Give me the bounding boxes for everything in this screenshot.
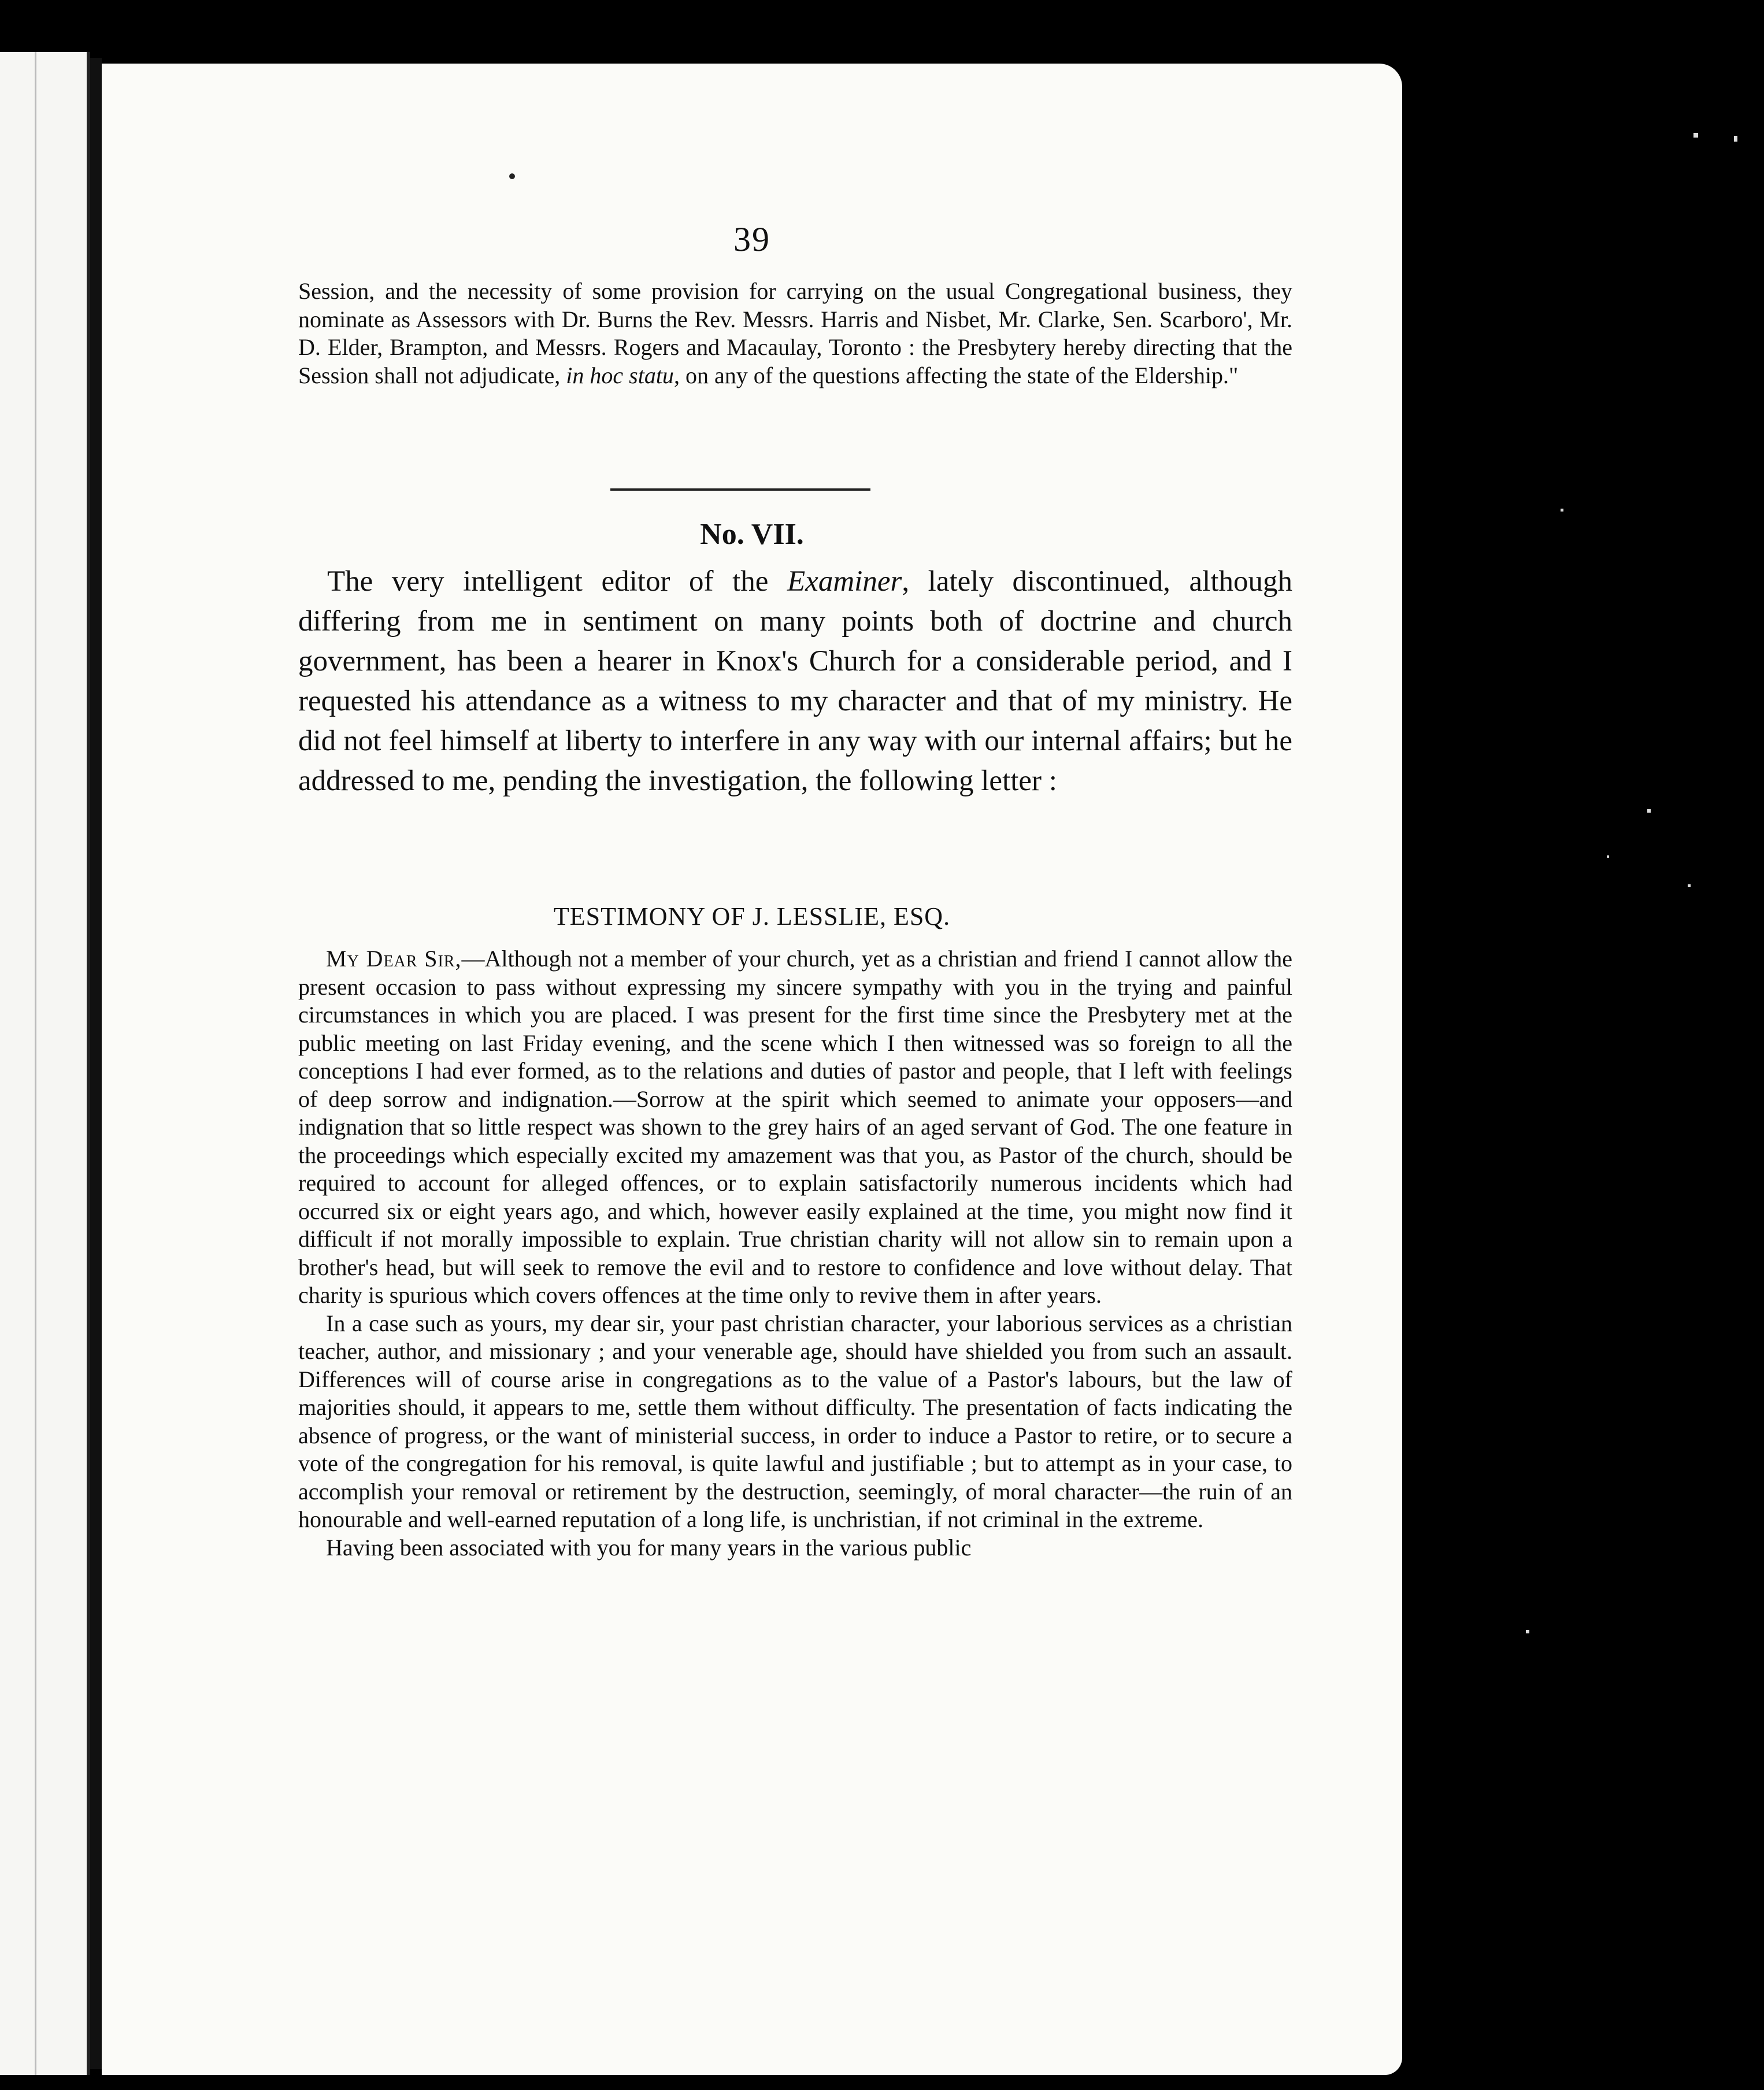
intro-italic: Examiner: [787, 565, 902, 598]
scan-speck: [1526, 1630, 1529, 1633]
scan-speck: [1688, 884, 1691, 887]
closing-quote-italic: in hoc statu: [566, 362, 674, 388]
letter-paragraph-2: In a case such as yours, my dear sir, your past christian character, your laborious services as a christian teacher, author, and missionary ; and your venerable age, should have shielded you from such an assault. Differences will of course arise in congregations as to the value of a Pastor's labours, but the law of majorities should, it appears to me, settle them without difficulty. The presentation of facts indicating the absence of progress, or the want of ministerial success, in order to induce a Pastor to retire, or to secure a vote of the congregation for his removal, is quite lawful and justifiable ; but to attempt as in your case, to accomplish your removal or retirement by the destruction, seemingly, of moral character—the ruin of an honourable and well-earned reputation of a long life, is unchristian, if not criminal in the extreme.: [298, 1310, 1292, 1532]
closing-quote-text: Session, and the necessity of some provision for carrying on the usual Congregational business, they nominate as Assessors with Dr. Burns the Rev. Messrs. Harris and Nisbet, Mr. Clarke, Sen. Scarboro', Mr. D. Elder, Brampton, and Messrs. Rogers and Macaulay, Toronto : the Presbytery hereby directing that the Session shall not adjudicate,: [298, 278, 1292, 388]
scan-speck: [1561, 509, 1563, 512]
intro-text-2: , lately discontinued, although differing from me in sentiment on many points both of doctrine and church government, has been a hearer in Knox's Church for a considerable period, and I requested his attendance as a witness to my character and that of my ministry. He did not feel himself at liberty to interfere in any way with our internal affairs; but he addressed to me, pending the investigation, the following letter :: [298, 565, 1292, 797]
book-gutter: [90, 58, 102, 2069]
scan-speck: [1607, 855, 1609, 858]
section-divider: [610, 488, 870, 491]
letter-body: [298, 945, 1292, 1562]
scan-speck: [1693, 133, 1698, 138]
testimony-heading: TESTIMONY OF J. LESSLIE, ESQ.: [553, 902, 951, 931]
letter-salutation: My Dear Sir,: [326, 946, 462, 972]
closing-quote-end: , on any of the questions affecting the state of the Eldership.": [673, 362, 1239, 388]
intro-paragraph: [298, 562, 1292, 801]
print-speck: [509, 173, 515, 179]
book-page: [102, 64, 1402, 2075]
letter-paragraph-3: Having been associated with you for many years in the various public: [326, 1534, 972, 1561]
scan-speck: [1647, 809, 1651, 813]
scan-speck: [1734, 136, 1737, 142]
closing-quote-paragraph: [298, 277, 1292, 390]
section-heading: No. VII.: [700, 518, 804, 551]
left-page-edge: [0, 52, 90, 2075]
page-number: 39: [733, 220, 770, 258]
left-page-border-line: [35, 52, 36, 2075]
intro-text-1: The very intelligent editor of the: [327, 565, 788, 598]
letter-paragraph-1: —Although not a member of your church, yet as a christian and friend I cannot allow the present occasion to pass without expressing my sincere sympathy with you in the trying and painful circumstances in which you are placed. I was present for the first time since the Presbytery met at the public meeting on last Friday evening, and the scene which I then witnessed was so foreign to all the conceptions I had ever formed, as to the relations and duties of pastor and people, that I left with feelings of deep sorrow and indignation.—Sorrow at the spirit which seemed to animate your opposers—and indignation that so little respect was shown to the grey hairs of an aged servant of God. The one feature in the proceedings which especially excited my amazement was that you, as Pastor of the church, should be required to account for alleged offences, or to explain satisfactorily numerous incidents which had occurred six or eight years ago, and which, however easily explained at the time, you might now find it difficult if not morally impossible to explain. True christian charity will not allow sin to remain upon a brother's head, but will seek to remove the evil and to restore to confidence and love without delay. That charity is spurious which covers offences at the time only to revive them in after years.: [298, 946, 1293, 1308]
